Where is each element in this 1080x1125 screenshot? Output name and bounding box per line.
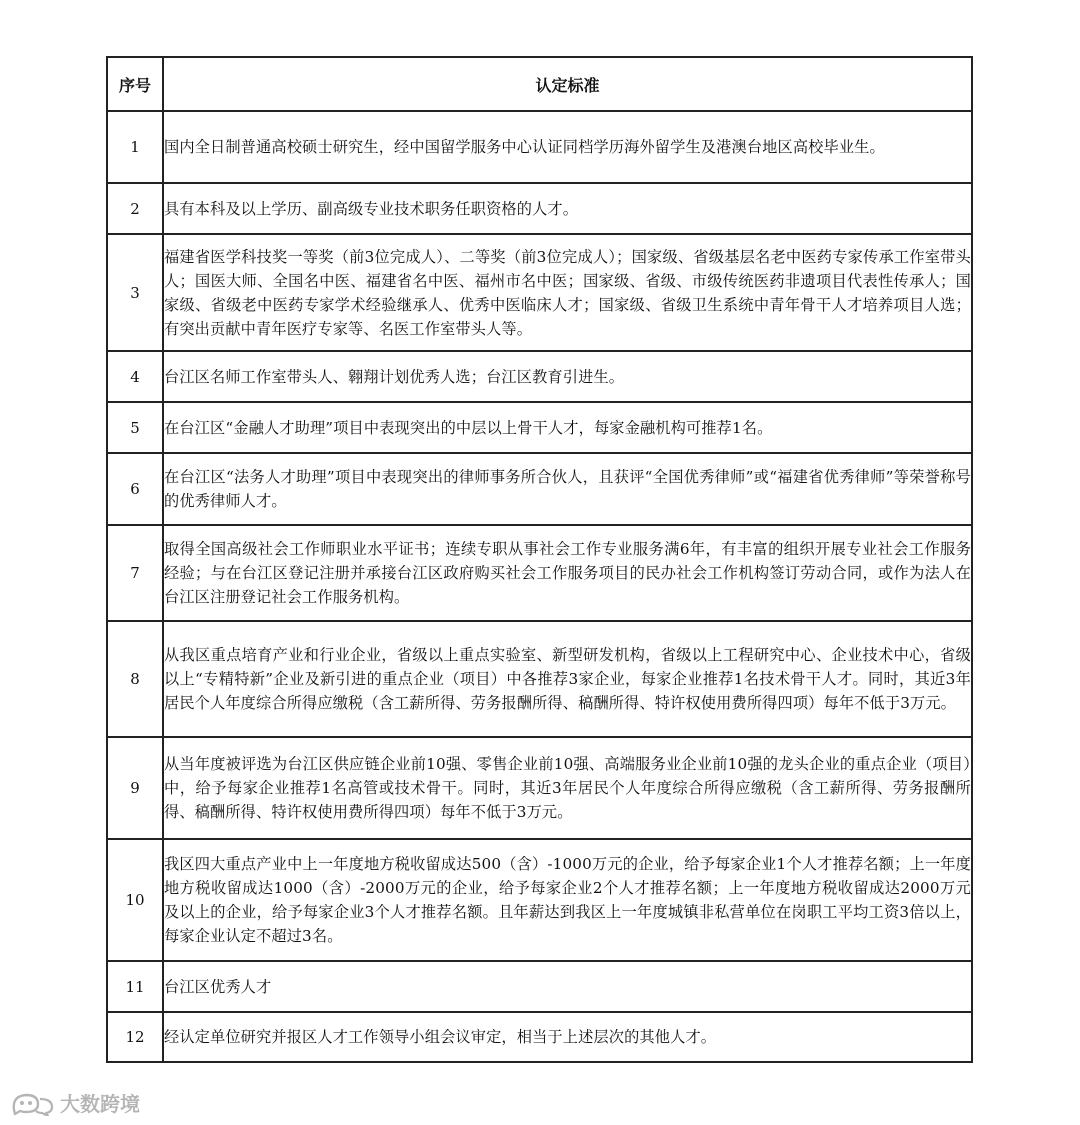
table-row [107, 621, 972, 737]
wechat-logo-icon [10, 1090, 54, 1116]
row-criteria: 台江区名师工作室带头人、翱翔计划优秀人选；台江区教育引进生。 [163, 351, 972, 402]
row-number: 4 [107, 351, 163, 402]
table-row [107, 453, 972, 525]
table-row [107, 961, 972, 1012]
row-criteria: 国内全日制普通高校硕士研究生，经中国留学服务中心认证同档学历海外留学生及港澳台地区高校毕业生。 [163, 111, 972, 183]
row-criteria: 在台江区“法务人才助理”项目中表现突出的律师事务所合伙人，且获评“全国优秀律师”或“福建省优秀律师”等荣誉称号的优秀律师人才。 [163, 453, 972, 525]
row-criteria: 福建省医学科技奖一等奖（前3位完成人）、二等奖（前3位完成人）；国家级、省级基层名老中医药专家传承工作室带头人；国医大师、全国名中医、福建省名中医、福州市名中医；国家级、省级、市级传统医药非遗项目代表性传承人；国家级、省级老中医药专家学术经验继承人、优秀中医临床人才；国家级、省级卫生系统中青年骨干人才培养项目人选；有突出贡献中青年医疗专家等、名医工作室带头人等。 [163, 234, 972, 351]
row-criteria: 取得全国高级社会工作师职业水平证书；连续专职从事社会工作专业服务满6年，有丰富的组织开展专业社会工作服务经验；与在台江区登记注册并承接台江区政府购买社会工作服务项目的民办社会工作机构签订劳动合同，或作为法人在台江区注册登记社会工作服务机构。 [163, 525, 972, 621]
table-row [107, 402, 972, 453]
row-number: 9 [107, 737, 163, 839]
table-row [107, 351, 972, 402]
row-number: 2 [107, 183, 163, 234]
row-criteria: 我区四大重点产业中上一年度地方税收留成达500（含）-1000万元的企业，给予每家企业1个人才推荐名额；上一年度地方税收留成达1000（含）-2000万元的企业，给予每家企业2个人才推荐名额；上一年度地方税收留成达2000万元及以上的企业，给予每家企业3个人才推荐名额。且年薪达到我区上一年度城镇非私营单位在岗职工平均工资3倍以上，每家企业认定不超过3名。 [163, 839, 972, 961]
row-criteria: 在台江区“金融人才助理”项目中表现突出的中层以上骨干人才，每家金融机构可推荐1名。 [163, 402, 972, 453]
row-criteria: 经认定单位研究并报区人才工作领导小组会议审定，相当于上述层次的其他人才。 [163, 1012, 972, 1062]
row-number: 5 [107, 402, 163, 453]
row-number: 8 [107, 621, 163, 737]
row-number: 11 [107, 961, 163, 1012]
row-number: 7 [107, 525, 163, 621]
row-criteria: 从我区重点培育产业和行业企业，省级以上重点实验室、新型研发机构，省级以上工程研究中心、企业技术中心，省级以上“专精特新”企业及新引进的重点企业（项目）中各推荐3家企业，每家企业推荐1名技术骨干人才。同时，其近3年居民个人年度综合所得应缴税（含工薪所得、劳务报酬所得、稿酬所得、特许权使用费所得四项）每年不低于3万元。 [163, 621, 972, 737]
row-number: 1 [107, 111, 163, 183]
row-number: 6 [107, 453, 163, 525]
criteria-table [106, 56, 973, 1063]
row-criteria: 台江区优秀人才 [163, 961, 972, 1012]
row-number: 12 [107, 1012, 163, 1062]
table-row [107, 111, 972, 183]
watermark-text: 大数跨境 [60, 1092, 140, 1116]
table-header-row [107, 57, 972, 111]
table-row [107, 234, 972, 351]
header-serial-number: 序号 [107, 57, 163, 111]
row-criteria: 具有本科及以上学历、副高级专业技术职务任职资格的人才。 [163, 183, 972, 234]
table-row [107, 183, 972, 234]
row-number: 10 [107, 839, 163, 961]
row-criteria: 从当年度被评选为台江区供应链企业前10强、零售企业前10强、高端服务业企业前10强的龙头企业的重点企业（项目）中，给予每家企业推荐1名高管或技术骨干。同时，其近3年居民个人年度综合所得应缴税（含工薪所得、劳务报酬所得、稿酬所得、特许权使用费所得四项）每年不低于3万元。 [163, 737, 972, 839]
table-row [107, 1012, 972, 1062]
table-row [107, 839, 972, 961]
header-criteria: 认定标准 [163, 57, 972, 111]
watermark [10, 1088, 140, 1117]
row-number: 3 [107, 234, 163, 351]
table-row [107, 737, 972, 839]
table-row [107, 525, 972, 621]
